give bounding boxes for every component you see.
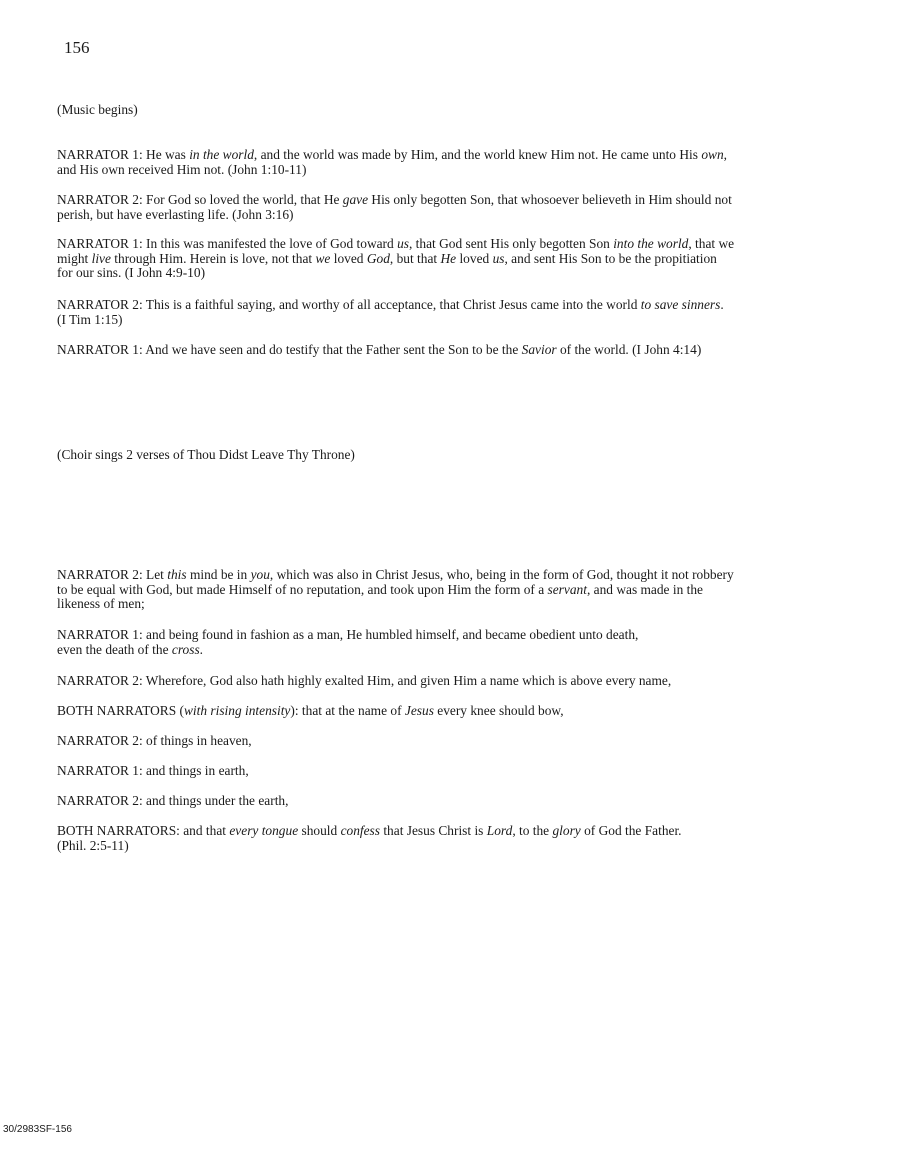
text-run: NARRATOR 1: In this was manifested the love of God toward xyxy=(57,236,398,251)
italic-text: live xyxy=(91,250,111,266)
text-run: NARRATOR 1: and being found in fashion as a man, He humbled himself, and became obedient unto death, xyxy=(57,627,639,642)
text-run: NARRATOR 1: and things in earth, xyxy=(57,763,249,778)
italic-text: with rising intensity xyxy=(183,703,291,718)
music-cue: (Music begins) xyxy=(57,102,138,117)
text-run: (I Tim 1:15) xyxy=(57,311,123,327)
narration-paragraph xyxy=(57,704,827,719)
text-run: , but that xyxy=(389,250,441,266)
text-run: might xyxy=(57,250,92,266)
text-run: , to the xyxy=(512,823,553,838)
italic-text: confess xyxy=(340,823,380,838)
italic-text: to save sinners xyxy=(640,297,721,312)
footer-code: 30/2983SF-156 xyxy=(3,1124,72,1135)
text-run: , and sent His Son to be the propitiation xyxy=(504,250,717,266)
narration-paragraph xyxy=(57,824,827,853)
page-number: 156 xyxy=(64,38,90,57)
text-run: , which was also in Christ Jesus, who, being in the form of God, thought it not robbery xyxy=(269,567,734,582)
text-run: that Jesus Christ is xyxy=(379,823,487,838)
text-run: BOTH NARRATORS: and that xyxy=(57,823,230,838)
italic-text: gave xyxy=(342,192,369,207)
narration-paragraph xyxy=(57,794,827,809)
text-run: His only begotten Son, that whosoever believeth in Him should not xyxy=(368,192,732,207)
text-run: NARRATOR 2: Wherefore, God also hath highly exalted Him, and given Him a name which is above every name, xyxy=(57,673,672,688)
italic-text: us xyxy=(397,236,409,251)
text-run: , that God sent His only begotten Son xyxy=(408,236,614,251)
text-run: mind be in xyxy=(186,567,251,582)
text-run: NARRATOR 2: and things under the earth, xyxy=(57,793,289,808)
text-run: , that we xyxy=(688,236,735,251)
italic-text: cross xyxy=(171,641,200,657)
narration-paragraph xyxy=(57,674,827,689)
text-run: NARRATOR 2: of things in heaven, xyxy=(57,733,252,748)
text-run: and His own received Him not. (John 1:10-11) xyxy=(57,161,307,177)
text-run: through Him. Herein is love, not that xyxy=(110,250,316,266)
text-run: every knee should bow, xyxy=(433,703,564,718)
italic-text: this xyxy=(167,567,187,582)
narration-paragraph xyxy=(57,568,827,612)
narration-paragraph xyxy=(57,343,827,358)
italic-text: you xyxy=(250,567,270,582)
text-run: , and was made in the xyxy=(586,581,703,597)
text-run: . xyxy=(720,297,724,312)
text-run: perish, but have everlasting life. (John 3:16) xyxy=(57,206,294,222)
text-run: loved xyxy=(330,250,367,266)
text-run: NARRATOR 2: For God so loved the world, that He xyxy=(57,192,343,207)
text-run: . xyxy=(199,641,204,657)
narration-paragraph xyxy=(57,148,827,177)
text-run: likeness of men; xyxy=(57,596,145,612)
italic-text: God xyxy=(366,250,390,266)
text-run: (Phil. 2:5-11) xyxy=(57,837,129,853)
text-run: BOTH NARRATORS ( xyxy=(57,703,184,718)
text-run: to be equal with God, but made Himself of no reputation, and took upon Him the form of a xyxy=(57,581,548,597)
text-run: of God the Father. xyxy=(580,823,682,838)
choir-cue: (Choir sings 2 verses of Thou Didst Leave Thy Throne) xyxy=(57,447,355,462)
italic-text: Jesus xyxy=(404,703,434,718)
italic-text: into the world xyxy=(613,236,689,251)
narration-paragraph xyxy=(57,193,827,222)
text-run: NARRATOR 2: This is a faithful saying, and worthy of all acceptance, that Christ Jesus came into the world xyxy=(57,297,641,312)
text-run: , and the world was made by Him, and the world knew Him not. He came unto His xyxy=(253,147,702,162)
italic-text: Savior xyxy=(521,342,557,357)
italic-text: own xyxy=(701,147,724,162)
italic-text: us xyxy=(492,250,505,266)
italic-text: we xyxy=(315,250,331,266)
narration-paragraph xyxy=(57,734,827,749)
narration-paragraph xyxy=(57,628,827,657)
narration-paragraph xyxy=(57,298,827,327)
italic-text: Lord xyxy=(486,823,513,838)
italic-text: glory xyxy=(552,823,581,838)
italic-text: in the world xyxy=(189,147,254,162)
text-run: NARRATOR 1: He was xyxy=(57,147,190,162)
text-run: NARRATOR 1: And we have seen and do testify that the Father sent the Son to be the xyxy=(57,342,522,357)
text-run: of the world. (I John 4:14) xyxy=(556,342,702,357)
text-run: for our sins. (I John 4:9-10) xyxy=(57,265,206,281)
narration-paragraph xyxy=(57,237,827,281)
italic-text: servant xyxy=(547,581,587,597)
text-run: even the death of the xyxy=(57,641,172,657)
italic-text: He xyxy=(440,250,457,266)
narration-paragraph xyxy=(57,764,827,779)
italic-text: every tongue xyxy=(229,823,299,838)
text-run: ): that at the name of xyxy=(290,703,405,718)
text-run: , xyxy=(723,147,727,162)
text-run: NARRATOR 2: Let xyxy=(57,567,168,582)
text-run: should xyxy=(298,823,341,838)
text-run: loved xyxy=(456,250,493,266)
